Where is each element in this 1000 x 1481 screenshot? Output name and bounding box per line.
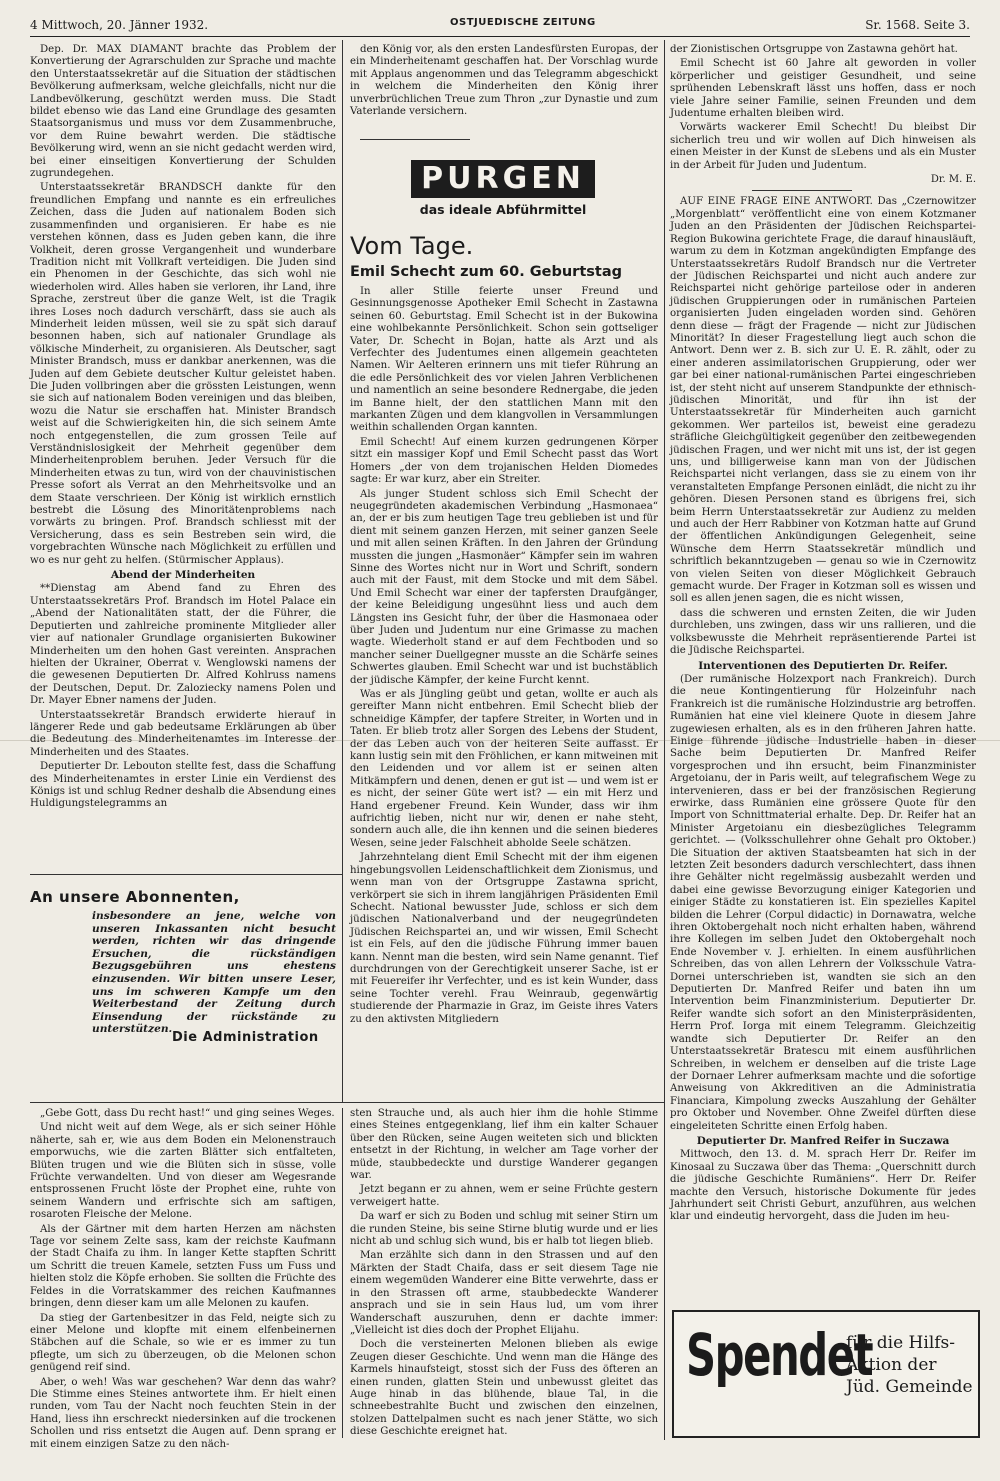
- story-paragraph: Da warf er sich zu Boden und schlug mit seiner Stirn um die runden Steine, bis seine Stirne blutig wurde und er lies nicht ab und schlug sich wund, bis er halb tot liegen blieb.: [350, 1211, 658, 1248]
- subheading-suczawa: Deputierter Dr. Manfred Reifer in Suczawa: [696, 1134, 950, 1147]
- story-paragraph: Jetzt begann er zu ahnen, wem er seine Früchte gestern verweigert hatte.: [350, 1184, 658, 1208]
- article-headline: Emil Schecht zum 60. Geburtstag: [350, 264, 622, 280]
- article-paragraph: (Der rumänische Holzexport nach Frankreich). Durch die neue Kontingentierung für Holzeinfuhr nach Frankreich ist die rumänische Holzindustrie arg betroffen. Rumänien hat eine viel kleinere Quote in diesem Jahre zugewiesen erhalten, als es in den früheren Jahren hatte. Einige führende jüdische Industrielle haben in dieser Sache beim Deputierten Dr. Manfred Reifer vorgesprochen und ihn ersucht, beim Finanzminister Argetoianu, der in Paris weilt, auf telegrafischem Wege zu intervenieren, dass er bei der französischen Regierung erwirke, dass Rumänien eine grössere Quote für den Import von Schnittmaterial erhalte. Dep. Dr. Reifer hat an Minister Argetoianu ein diesbezügliches Telegramm gerichtet. — (Volksschullehrer ohne Gehalt pro Oktober.) Die Situation der aktiven Staatsbeamten hat sich in der letzten Zeit besonders dadurch verschlechtert, dass ihnen ihre Gehälter nicht regelmässig ausbezahlt werden und dabei eine gewisse Bevorzugung einiger Kategorien und einiger Städte zu konstatieren ist. Ein spezielles Kapitel bilden die Lehrer (Corpul didactic) in Dornawatra, welche ihren Oktobergehalt noch nicht erhalten haben, während ihre Kollegen im selben Judet den Oktobergehalt noch Ende November v. J. erhielten. In einem ausführlichen Schreiben, das von allen Lehrern der Volksschule Vatra-Dornei unterschrieben ist, wandten sie sich an den Deputierten Dr. Manfred Reifer und baten ihn um Intervention beim Finanzministerium. Deputierter Dr. Reifer wandte sich sofort an den Ministerpräsidenten, Herrn Prof. Iorga mit einem Telegramm. Gleichzeitig wandte sich Deputierter Dr. Reifer an den Unterstaatssekretär Bratescu mit einem ausführlichen Schreiben, in welchem er denselben auf die triste Lage der Dornaer Lehrer aufmerksam machte und die sofortige Anweisung von Akkreditiven an die Administratia Financiara, Kimpolung zwecks Auszahlung der Gehälter pro Oktober und November. Ohne Zweifel dürften diese eingeleiteten Schritte einen Erfolg haben.: [670, 673, 976, 1132]
- section-title-vom-tage: Vom Tage.: [350, 232, 474, 260]
- abonnenten-title: An unsere Abonnenten,: [30, 888, 240, 906]
- article-paragraph: Dep. Dr. MAX DIAMANT brachte das Problem der Konvertierung der Agrarschulden zur Sprache und machte den Unterstaatssekretär auf die Situation der städtischen Bevölkerung aufmerksam, welche gleichfalls, nicht nur die Landbevölkerung, geschützt werden muss. Die Stadt bildet ebenso wie das Land eine Grundlage des gesamten Staatsorganismus und muss vor dem Zusammenbruche, vor dem Ruine bewahrt werden. Die städtische Bevölkerung wird, wenn an sie nicht gedacht werden wird, bei einer einseitigen Konvertierung der Schulden zugrundegehen.: [30, 44, 336, 180]
- feuilleton-column-2: [350, 1108, 658, 1440]
- article-paragraph: dass die schweren und ernsten Zeiten, die wir Juden durchleben, uns zwingen, dass wir uns rallieren, und die volksbewusste die Mehrheit repräsentierende Partei ist die Jüdische Reichspartei.: [670, 607, 976, 657]
- purgen-ad-brand: PURGEN: [411, 160, 595, 198]
- column-separator-3: [342, 1108, 343, 1438]
- spendet-ad-text: für die Hilfs- Aktion der Jüd. Gemeinde: [846, 1333, 973, 1397]
- story-paragraph: Man erzählte sich dann in den Strassen und auf den Märkten der Stadt Chaifa, dass er seit diesem Tage nie einem wegemüden Wanderer eine Bitte verwehrte, dass er in den Strassen oft arme, staubbedeckte Wanderer ansprach und sie in sein Haus lud, um vom ihrer Wanderschaft auszuruhen, denn er dachte immer: „Vielleicht ist dies doch der Prophet Elijahu.: [350, 1250, 658, 1336]
- column-2: [350, 286, 658, 1098]
- spendet-ad: [672, 1310, 980, 1438]
- subheading-interventionen: Interventionen des Deputierten Dr. Reifer.: [698, 659, 948, 672]
- article-paragraph: Vorwärts wackerer Emil Schecht! Du bleibst Dir sicherlich treu und wir wollen auf Dich hinweisen als einen Meister in der Kunst de sLebens und als ein Muster in der Arbeit für Juden und Judentum.: [670, 122, 976, 171]
- section-divider-feuilleton: [30, 1102, 664, 1103]
- article-paragraph: der Zionistischen Ortsgruppe von Zastawna gehört hat.: [670, 44, 958, 55]
- article-paragraph: Mittwoch, den 13. d. M. sprach Herr Dr. Reifer im Kinosaal zu Suczawa über das Thema: „Querschnitt durch die jüdische Geschichte Rumäniens“. Herr Dr. Reifer machte den Versuch, historische Dokumente für jedes Jahrhundert seit Christi Geburt, anzuführen, aus welchen klar und eindeutig hervorgeht, dass die Juden im heu-: [670, 1149, 976, 1223]
- column-1: [30, 44, 336, 870]
- header-masthead: OSTJUEDISCHE ZEITUNG: [450, 17, 596, 28]
- abonnenten-signature: Die Administration: [172, 1030, 319, 1045]
- article-paragraph: Als junger Student schloss sich Emil Schecht der neugegründeten akademischen Verbindung „Hasmonaea“ an, der er bis zum heutigen Tage treu geblieben ist und für dient mit seinem ganzen Herzen, mit seiner ganzen Seele und mit allen seinen Kräften. In den Jahren der Gründung mussten die jungen „Hasmonäer“ Kämpfer sein im wahren Sinne des Wortes nicht nur in Wort und Schrift, sondern auch mit der Faust, mit dem Stocke und mit dem Säbel. Und Emil Schecht war einer der tapfersten Draufgänger, der keine Beleidigung ungesühnt liess und auch dem Längsten ins Gesicht fuhr, der über die Hasmonaea oder über Juden und Judentum nur eine Grimasse zu machen wagte. Wiederholt stand er auf dem Fechtboden und so mancher seiner Duellgegner musste an die Schärfe seines Schwertes glauben. Emil Schecht war und ist buchstäblich der jüdische Kämpfer, der keine Furcht kennt.: [350, 488, 658, 686]
- article-paragraph: Unterstaatssekretär BRANDSCH dankte für den freundlichen Empfang und nannte es ein erfreuliches Zeichen, dass die Juden auf nationalem Boden sich zusammenfinden und organisieren. Er habe es nie verstehen können, dass es Juden geben kann, die ihre Volkheit, deren grosse Vergangenheit und wunderbare Tradition nicht mit Vollkraft verteidigen. Die Juden sind ein Phenomen in der Geschichte, das sich wohl nie wiederholen wird. Alles haben sie verloren, ihr Land, ihre Sprache, zerstreut über die ganze Welt, ist die Tragik ihres Loses noch dadurch verschärft, dass sie auch als Minderheit leiden müssen, weil sie zu spät sich darauf besonnen haben, sich auf nationaler Grundlage als völkische Minderheit, zu organisieren. Als Deutscher, sagt Minister Brandsch, muss er dankbar anerkennen, was die Juden auf dem Gebiete deutscher Kultur geleistet haben. Die Juden vollbringen aber die grössten Leistungen, wenn sie sich auf nationalem Boden vereinigen und das bleiben, wozu die Natur sie erschaffen hat. Minister Brandsch weist auf die Schwierigkeiten hin, die sich seinem Amte noch entgegenstellen, die zum grossen Teile auf Verständnislosigkeit der Mehrheit gegenüber dem Minderheitenproblem beruhen. Jeder Versuch für die Minderheiten etwas zu tun, wird von der chauvinistischen Presse sofort als Verrat an den Mehrheitsvolke und an dem Staate verschrieen. Der König ist wirklich ernstlich bestrebt die Lösung des Minoritätenproblems nach vorwärts zu bringen. Prof. Brandsch schliesst mit der Versicherung, dass es sein Bestreben sein wird, die vorgebrachten Wünsche nach Möglichkeit zu erfüllen und wo es nur geht zu helfen. (Stürmischer Applaus).: [30, 182, 336, 566]
- header-page-number: Sr. 1568. Seite 3.: [865, 18, 970, 32]
- page-header: [30, 14, 970, 36]
- story-paragraph: Da stieg der Gartenbesitzer in das Feld, neigte sich zu einer Melone und klopfte mit einem elfenbeinernen Stäbchen auf die Schale, so wie er es immer zu tun pflegte, um sich zu überzeugen, ob die Melonen schon genügend reif sind.: [30, 1312, 336, 1374]
- article-paragraph: **Dienstag am Abend fand zu Ehren des Unterstaatssekretärs Prof. Brandsch im Hotel Palace ein „Abend der Nationalitäten statt, der die Führer, die Deputierten und zahlreiche prominente Mitglieder aller vier auf nationaler Grundlage organisierten Bukowiner Minderheiten um den hohen Gast vereinten. Ansprachen hielten der Ukrainer, Oberrat v. Wenglowski namens der die gewesenen Deputierten Dr. Alfred Kohlruss namens der Deutschen, Deput. Dr. Zaloziecky namens Polen und Dr. Mayer Ebner namens der Juden.: [30, 583, 336, 707]
- header-date: 4 Mittwoch, 20. Jänner 1932.: [30, 18, 209, 32]
- story-paragraph: Doch die versteinerten Melonen blieben als ewige Zeugen dieser Geschichte. Und wenn man die Hänge des Karmels hinaufsteigt, stosst sich der Fuss des öfteren an einen runden, glatten Stein und unbewusst gleitet das Auge hinab in das blühende, blaue Tal, in die schneebestrahlte Bucht und zwischen den einzelnen, stolzen Dattelpalmen sucht es nach jener Stätte, wo sich diese Geschichte ereignet hat.: [350, 1339, 658, 1438]
- column-2-top: [350, 44, 658, 138]
- article-paragraph: Unterstaatssekretär Brandsch erwiderte hierauf in längerer Rede und gab bedeutsame Erklärungen ab über die Bedeutung des Minderheitenamtes im Interesse der Minderheiten und des Staates.: [30, 709, 336, 758]
- author-signature: Dr. M. E.: [930, 174, 976, 186]
- story-paragraph: sten Strauche und, als auch hier ihm die hohle Stimme eines Steines entgegenklang, lief ihm ein kalter Schauer über den Rücken, seine Augen weiteten sich und blickten entsetzt in der Richtung, in welcher am Tage vorher der müde, staubbedeckte und durstige Wanderer gegangen war.: [350, 1108, 658, 1182]
- article-paragraph: AUF EINE FRAGE EINE ANTWORT. Das „Czernowitzer „Morgenblatt“ veröffentlicht eine von einem Kotzmaner Juden an den Präsidenten der Jüdischen Reichspartei-Region Bukowina gerichtete Frage, die darauf hinausläuft, warum zu dem in Kotzman angekündigten Empfange des Unterstaatssekretärs Rudolf Brandsch nur die Vertreter der Jüdischen Reichspartei und nicht auch andere zur Reichspartei nicht gehörige parteilose oder in anderen jüdischen Gruppierungen oder in rumänischen Parteien organisierten Juden eingeladen worden sind. Gehören denn diese — frägt der Fragende — nicht zur Jüdischen Minorität? In dieser Fragestellung liegt auch schon die Antwort. Denn wer z. B. sich zur U. E. R. zählt, oder zu einer anderen assimilatorischen Gruppierung, oder wer gar bei einer national-rumänischen Partei eingeschrieben ist, der steht nicht auf unserem Standpunkte der ethnisch-jüdischen Minorität, und für ihn ist der Unterstaatssekretär für Minderheiten auch garnicht gekommen. Wer parteilos ist, beweist eine geradezu sträfliche Gleichgültigkeit gegenüber den zeitbewegenden jüdischen Fragen, und wer nicht mit uns ist, der ist gegen uns, und billigerweise kann man von der Jüdischen Reichspartei nicht verlangen, dass sie zu einem von ihr veranstalteten Empfange Personen einlädt, die nicht zu ihr gehören. Diesen Personen stand es übrigens frei, sich beim Herrn Unterstaatssekretär zur Audienz zu melden und auch der Herr Rabbiner von Kotzman hatte auf Grund der öffentlichen Ankündigungen Gelegenheit, seine Wünsche dem Herrn Staatssekretär mündlich und schriftlich bekanntzugeben — genau so wie in Czernowitz von vielen Seiten von dieser Möglichkeit Gebrauch gemacht wurde. Der Frager in Kotzman soll es wissen und soll es allen jenen sagen, die es nicht wissen,: [670, 196, 976, 605]
- short-rule: [360, 139, 470, 140]
- feuilleton-column-1: [30, 1108, 336, 1450]
- article-paragraph: Emil Schecht ist 60 Jahre alt geworden in voller körperlicher und geistiger Gesundheit, und seine sprühenden Lebenskraft lässt uns hoffen, dass er noch viele Jahre seiner Familie, seinen Freunden und dem Judentume erhalten bleiben wird.: [670, 58, 976, 120]
- paper-fold-crease: [0, 740, 1000, 741]
- article-paragraph: den König vor, als den ersten Landesfürsten Europas, der ein Minderheitenamt geschaffen hat. Der Vorschlag wurde mit Applaus angenommen und das Telegramm abgeschickt in welchem die Minderheiten den König ihrer unverbrüchlichen Treue zum Thron „zur Dynastie und zum Vaterlande versichern.: [350, 44, 658, 118]
- article-paragraph: Deputierter Dr. Lebouton stellte fest, dass die Schaffung des Minderheitenamtes in erster Linie ein Verdienst des Königs ist und schlug Redner deshalb die Absendung eines Huldigungstelegramms an: [30, 761, 336, 810]
- purgen-ad-tagline: das ideale Abführmittel: [419, 202, 587, 217]
- column-3: [670, 44, 976, 1304]
- column-separator-1: [342, 40, 343, 1102]
- section-divider-abonnenten: [30, 874, 342, 875]
- story-paragraph: Und nicht weit auf dem Wege, als er sich seiner Höhle näherte, sah er, wie aus dem Boden ein Melonenstrauch emporwuchs, wie die zarten Blätter sich entfalteten, Blüten trugen und wie die Blüten sich in süsse, volle Früchte verwandelten. Und von dieser am Wegesrande entsprossenen Frucht löste der Prophet eine, ruhte von seinem Wandern und erfrischte sich am saftigen, rosaroten Fleische der Melone.: [30, 1122, 336, 1221]
- subheading-abend: Abend der Minderheiten: [110, 569, 256, 582]
- abonnenten-text: insbesondere an jene, welche von unseren Inkassanten nicht besucht werden, richten wir das dringende Ersuchen, die rückständigen Bezugsgebühren uns ehestens einzusenden. Wir bitten unsere Leser, uns im schweren Kampfe um den Weiterbestand der Zeitung durch Einsendung der rückstände zu unterstützen.: [92, 910, 336, 1036]
- story-paragraph: Als der Gärtner mit dem harten Herzen am nächsten Tage vor seinem Zelte sass, kam der reichste Kaufmann der Stadt Chaifa zu ihm. In langer Kette stapften Schritt um Schritt die treuen Kamele, setzten Fuss um Fuss und hielten stolz die Köpfe erhoben. Sie sollten die Früchte des Feldes in die Vorratskammer des reichen Kaufmannes bringen, denn dieser kam um alle Melonen zu kaufen.: [30, 1223, 336, 1310]
- story-paragraph: „Gebe Gott, dass Du recht hast!“ und ging seines Weges.: [40, 1108, 335, 1119]
- article-paragraph: Jahrzehntelang dient Emil Schecht mit der ihm eigenen hingebungsvollen Leidenschaftlichkeit dem Zionismus, und wenn man von der Ortsgruppe Zastawna spricht, verkörpert sie sich in ihrem langjährigen Präsidenten Emil Schecht. National bewusster Jude, schloss er sich dem jüdischen Nationalverband und der neugegründeten Jüdischen Reichspartei an, und wir wissen, Emil Schecht ist ein Fels, auf den die jüdische Führung immer bauen kann. Nennt man die besten, wird sein Name genannt. Tief durchdrungen von der Gerechtigkeit unserer Sache, ist er mit Feuereifer ihr Verfechter, und es ist kein Wunder, dass seine Tochter verehl. Frau Weinraub, gegenwärtig studierende der Pharmazie in Graz, im Geiste ihres Vaters zu den aktivsten Mitgliedern: [350, 852, 658, 1025]
- article-paragraph: Was er als Jüngling geübt und getan, wollte er auch als gereifter Mann nicht entbehren. Emil Schecht blieb der schneidige Kämpfer, der tapfere Streiter, in Worten und in Taten. Er blieb trotz aller Sorgen des Lebens der Student, der das Leben auch von der heiteren Seite auffasst. Er kann lustig sein mit den Fröhlichen, er kann mitweinen mit den Leidenden und vor allem ist er seinen alten Mitkämpfern und denen, denen er gut ist — und wem ist er es nicht, der seiner Güte wert ist? — ein mit Herz und Hand ergebener Freund. Kein Wunder, dass wir ihm aufrichtig lieben, nicht nur wir, denen er nahe steht, sondern auch alle, die ihn kennen und die seinen biederes Wesen, seine jeder Falschheit abholde Seele schätzen.: [350, 689, 658, 849]
- spendet-ad-headline: Spendet: [686, 1321, 873, 1389]
- article-paragraph: Emil Schecht! Auf einem kurzen gedrungenen Körper sitzt ein massiger Kopf und Emil Schecht passt das Wort Homers „der von dem trojanischen Helden Diomedes sagte: Er war kurz, aber ein Streiter.: [350, 436, 658, 486]
- article-paragraph: In aller Stille feierte unser Freund und Gesinnungsgenosse Apotheker Emil Schecht in Zastawna seinen 60. Geburtstag. Emil Schecht ist in der Bukowina eine wohlbekannte Persönlichkeit. Schon sein gottseliger Vater, Dr. Schecht in Bojan, hatte als Arzt und als Verfechter des Judentumes einen allgemein geachteten Namen. Wir Aelteren erinnern uns mit tiefer Rührung an die edle Persönlichkeit des vor vielen Jahren Verblichenen und namentlich an seine besondere Rednergabe, die jeden im Banne hielt, der den stattlichen Mann mit den markanten Zügen und dem klangvollen in Versammlungen weithin schallenden Organ kannten.: [350, 286, 658, 434]
- header-rule: [30, 36, 970, 37]
- story-paragraph: Aber, o weh! Was war geschehen? War denn das wahr? Die Stimme eines Steines antwortete ihm. Er hielt einen runden, vom Tau der Nacht noch feuchten Stein in der Hand, liess ihn erschreckt niedersinken auf die trockenen Schollen und riss entsetzt die Augen auf. Denn sprang er mit einem einzigen Satze zu den näch-: [30, 1376, 336, 1450]
